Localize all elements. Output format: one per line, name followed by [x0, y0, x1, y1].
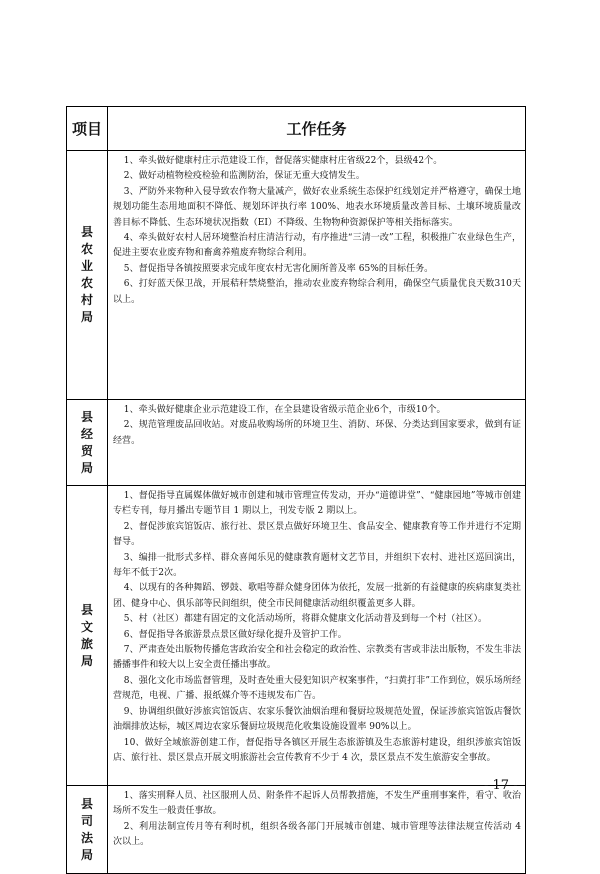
dept-char: 县 [80, 602, 93, 617]
task-item: 5、村（社区）都建有固定的文化活动场所，将群众健康文化活动普及到每一个村（社区）。 [123, 614, 488, 625]
dept-char: 局 [80, 847, 93, 862]
task-item: 1、落实刑释人员、社区服刑人员、附条件不起诉人员帮教措施，不发生严重刑事案件，看守、收治场所不发生一般责任事故。 [113, 791, 521, 817]
dept-cell [67, 151, 108, 400]
table-header-row [67, 107, 526, 151]
task-item: 1、督促指导直属媒体做好城市创建和城市管理宣传发动，开办“道德讲堂”、“健康园地”等城市创建专栏专刊，每月播出专题节目 1 期以上，刊发专版 2 期以上。 [113, 491, 521, 517]
task-item: 6、督促指导各旅游景点景区做好绿化提升及管护工作。 [123, 629, 347, 640]
task-item: 4、以现有的各种舞蹈、锣鼓、歌唱等群众健身团体为依托，发展一批新的有益健康的疾病康复类社团、健身中心、俱乐部等民间组织，使全市民间健康活动组织覆盖更多人群。 [113, 583, 521, 609]
dept-char: 县 [80, 225, 93, 239]
dept-cell [67, 486, 108, 786]
task-item: 9、协调组织做好涉旅宾馆饭店、农家乐餐饮油烟治理和餐厨垃圾规范处置，保证涉旅宾馆饭店餐饮油烟排放达标，城区周边农家乐餐厨垃圾规范化收集设施设置率 90%以上。 [113, 706, 521, 733]
dept-char: 局 [80, 310, 93, 324]
task-table [66, 106, 526, 874]
task-item: 7、严肃查处出版物传播危害政治安全和社会稳定的政治性、宗教类有害或非法出版物，不发生非法播播事件和较大以上安全责任播出事故。 [113, 645, 521, 671]
task-item: 2、利用法制宣传月等有利时机，组织各级各部门开展城市创建、城市管理等法律法规宣传活动 4 次以上。 [113, 821, 521, 848]
dept-char: 村 [80, 293, 93, 307]
task-item: 2、督促涉旅宾馆饭店、旅行社、景区景点做好环境卫生、食品安全、健康教育等工作并进行不定期督导。 [113, 521, 521, 548]
dept-char: 司 [80, 813, 93, 828]
page-number: - 17 - [484, 778, 518, 793]
table-row [67, 400, 526, 486]
task-item: 6、打好蓝天保卫战，开展秸秆禁烧整治，推动农业废弃物综合利用，确保空气质量优良天数310天以上。 [113, 279, 521, 305]
dept-char: 经 [80, 426, 93, 441]
task-item: 8、强化文化市场监督管理，及时查处重大侵犯知识产权案事件，“扫黄打非”工作到位，娱乐场所经营规范，电视、广播、报纸媒介等不违规发布广告。 [113, 675, 521, 702]
dept-char: 业 [80, 259, 93, 273]
dept-char: 农 [80, 276, 93, 290]
task-item: 10、做好全域旅游创建工作，督促指导各镇区开展生态旅游镇及生态旅游村建设，组织涉旅宾馆饭店、旅行社、景区景点开展文明旅游社会宣传教育不少于 4 次，景区景点不发生旅游安全事故。 [113, 737, 521, 763]
tasks-cell [108, 151, 526, 400]
header-tasks: 工作任务 [108, 107, 526, 151]
dept-char: 贸 [80, 443, 93, 458]
table-row [67, 486, 526, 786]
task-item: 4、牵头做好农村人居环境整治村庄清洁行动，有序推进“三清一改”工程，积极推广农业绿色生产，促进主要农业废弃物和畜禽养殖废弃物综合利用。 [113, 233, 521, 259]
tasks-cell [108, 786, 526, 874]
dept-char: 县 [80, 409, 93, 424]
task-item: 2、做好动植物检疫检验和监测防治，保证无重大疫情发生。 [123, 171, 365, 182]
dept-char: 农 [80, 242, 93, 256]
dept-char: 文 [80, 619, 93, 634]
dept-cell [67, 786, 108, 874]
table-row [67, 786, 526, 874]
dept-char: 局 [80, 653, 93, 668]
dept-cell [67, 400, 108, 486]
task-item: 1、牵头做好健康村庄示范建设工作，督促落实健康村庄省级22个，县级42个。 [123, 156, 443, 166]
header-project: 项目 [67, 107, 108, 151]
tasks-cell [108, 400, 526, 486]
task-item: 3、严防外来物种入侵导致农作物大量减产，做好农业系统生态保护红线划定并严格遵守，确保土地规划功能生态用地面积不降低、规划环评执行率 100%、地表水环境质量改善目标、土壤环境质量改善目标不降低、生态环境状况指数（EI）不降级、生物物种资源保护等相关指标落实。 [113, 186, 521, 228]
task-item: 3、编排一批形式多样、群众喜闻乐见的健康教育题材文艺节目，并组织下农村、进社区巡回演出，每年不低于2次。 [113, 552, 521, 579]
dept-char: 局 [80, 460, 93, 475]
dept-char: 县 [80, 796, 93, 811]
dept-char: 法 [80, 830, 93, 845]
task-item: 2、规范管理废品回收站。对废品收购场所的环境卫生、消防、环保、分类达到国家要求，做到有证经营。 [113, 420, 521, 446]
dept-char: 旅 [80, 636, 93, 651]
table-row [67, 151, 526, 400]
task-item: 1、牵头做好健康企业示范建设工作，在全县建设省级示范企业6个，市级10个。 [123, 405, 446, 415]
task-item: 5、督促指导各镇按照要求完成年度农村无害化厕所普及率 65%的目标任务。 [123, 263, 434, 274]
tasks-cell [108, 486, 526, 786]
